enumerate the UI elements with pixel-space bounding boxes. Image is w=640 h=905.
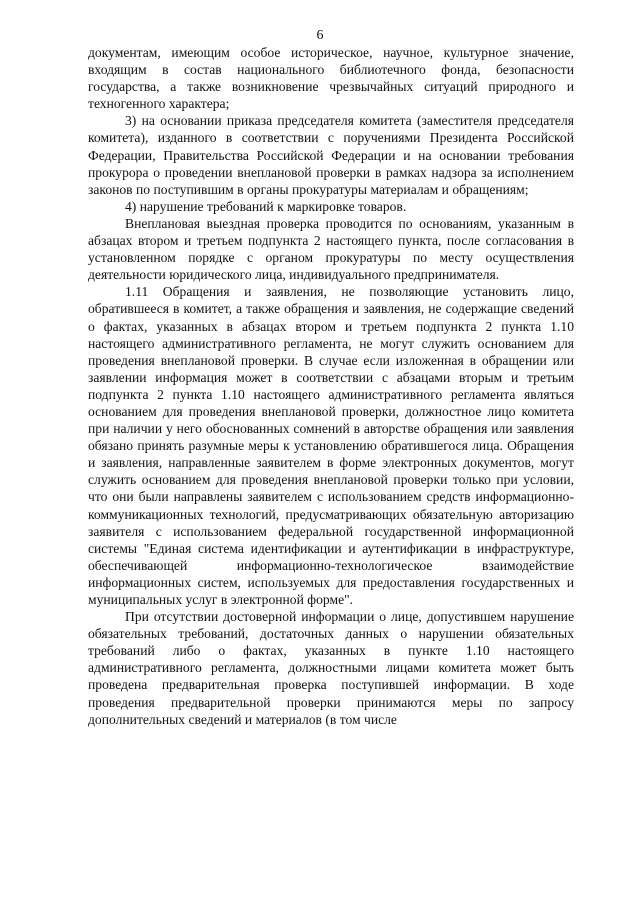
- paragraph-continuation: документам, имеющим особое историческое, научное, культурное значение, входящим в состав национального библиотечного фонда, безопасности государства, а также возникновение чрезвычайных ситуаций природного и техногенного характера;: [88, 45, 574, 112]
- paragraph-item-4: 4) нарушение требований к маркировке товаров.: [125, 198, 407, 214]
- paragraph-clause-1-11: 1.11 Обращения и заявления, не позволяющие установить лицо, обратившееся в комитет, а также обращения и заявления, не содержащие сведений о фактах, указанных в абзацах втором и третьем подпункта 2 пункта 1.10 настоящего административного регламента, не могут служить основанием для проведения внеплановой проверки. В случае если изложенная в обращении или заявлении информация может в соответствии с абзацами вторым и третьим подпункта 2 пункта 1.10 настоящего административного регламента являться основанием для проведения внеплановой проверки, должностное лицо комитета при наличии у него обоснованных сомнений в авторстве обращения или заявления обязано принять разумные меры к установлению обратившегося лица. Обращения и заявления, направленные заявителем в форме электронных документов, могут служить основанием для проведения внеплановой проверки только при условии, что они были направлены заявителем с использованием средств информационно-коммуникационных технологий, предусматривающих обязательную авторизацию заявителя с использованием федеральной государственной информационной системы "Единая система идентификации и аутентификации в инфраструктуре, обеспечивающей информационно-технологическое взаимодействие информационных систем, используемых для предоставления государственных и муниципальных услуг в электронной форме".: [88, 284, 574, 607]
- paragraph-item-3: 3) на основании приказа председателя комитета (заместителя председателя комитета), изданного в соответствии с поручениями Президента Российской Федерации, Правительства Российской Федерации и на основании требования прокурора о проведении внеплановой проверки в рамках надзора за исполнением законов по поступившим в органы прокуратуры материалам и обращениям;: [88, 113, 574, 197]
- paragraph-unscheduled-inspection: Внеплановая выездная проверка проводится по основаниям, указанным в абзацах втором и третьем подпункта 2 настоящего пункта, после согласования в установленном порядке с органом прокуратуры по месту осуществления деятельности юридического лица, индивидуального предпринимателя.: [88, 215, 574, 283]
- page-number: 6: [316, 28, 324, 43]
- paragraph-preliminary-check: При отсутствии достоверной информации о лице, допустившем нарушение обязательных требований, достаточных данных о нарушении обязательных требований либо о фактах, указанных в пункте 1.10 настоящего административного регламента, должностными лицами комитета может быть проведена предварительная проверка поступившей информации. В ходе проведения предварительной проверки принимаются меры по запросу дополнительных сведений и материалов (в том числе: [88, 609, 574, 727]
- document-body: [88, 44, 574, 728]
